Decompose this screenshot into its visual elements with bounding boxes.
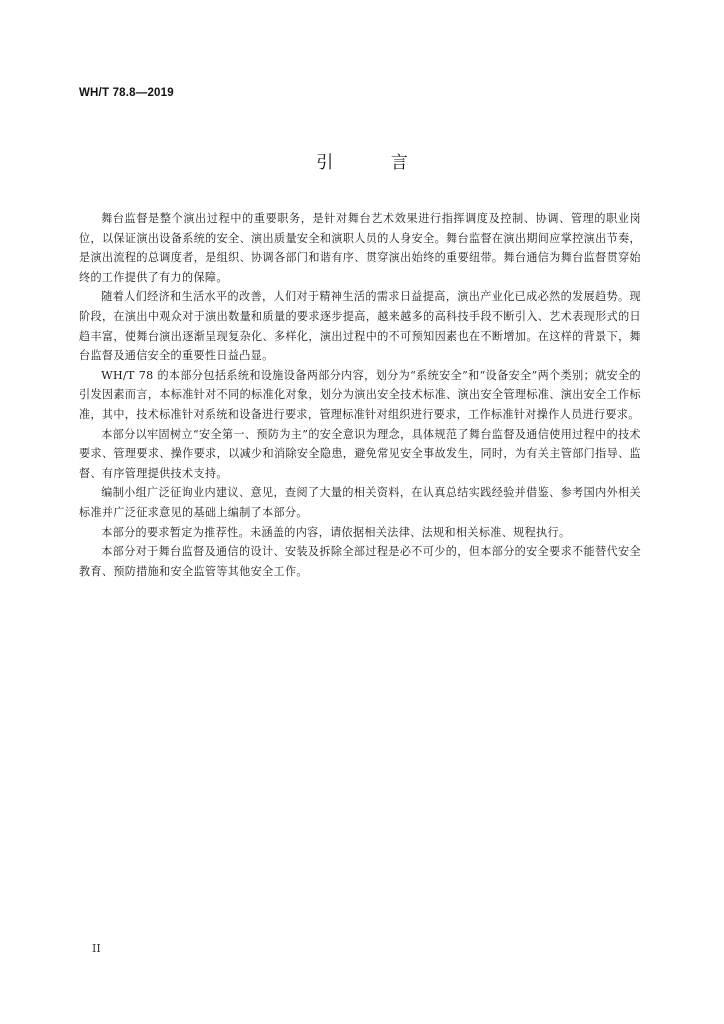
standard-code: WH/T 78.8—2019 [79,87,174,99]
paragraph: 本部分对于舞台监督及通信的设计、安装及拆除全部过程是必不可少的，但本部分的安全要求不能替代安全教育、预防措施和安全监管等其他安全工作。 [79,545,641,578]
paragraph: 编制小组广泛征询业内建议、意见，查阅了大量的相关资料，在认真总结实践经验并借鉴、参考国内外相关标准并广泛征求意见的基础上编制了本部分。 [79,486,641,519]
paragraph: 随着人们经济和生活水平的改善，人们对于精神生活的需求日益提高，演出产业化已成必然的发展趋势。现阶段，在演出中观众对于演出数量和质量的要求逐步提高，越来越多的高科技手段不断引入、艺术表现形式的日趋丰富，使舞台演出逐渐呈现复杂化、多样化，演出过程中的不可预知因素也在不断增加。在这样的背景下，舞台监督及通信安全的重要性日益凸显。 [79,290,641,363]
paragraph: 本部分以牢固树立“安全第一、预防为主”的安全意识为理念，具体规范了舞台监督及通信使用过程中的技术要求、管理要求、操作要求，以减少和消除安全隐患，避免常见安全事故发生，同时，为有关主管部门指导、监督、有序管理提供技术支持。 [79,427,641,480]
body-text [79,209,641,581]
paragraph: 本部分的要求暂定为推荐性。未涵盖的内容，请依据相关法律、法规和相关标准、规程执行。 [101,525,571,539]
page-title: 引 言 [316,153,434,173]
page-number: II [92,942,101,955]
paragraph: WH/T 78 的本部分包括系统和设施设备两部分内容，划分为“系统安全”和“设备安全”两个类别；就安全的引发因素而言，本标准针对不同的标准化对象，划分为演出安全技术标准、演出安全管理标准、演出安全工作标准，其中，技术标准针对系统和设备进行要求，管理标准针对组织进行要求，工作标准针对操作人员进行要求。 [79,368,641,421]
paragraph: 舞台监督是整个演出过程中的重要职务，是针对舞台艺术效果进行指挥调度及控制、协调、管理的职业岗位，以保证演出设备系统的安全、演出质量安全和演职人员的人身安全。舞台监督在演出期间应掌控演出节奏，是演出流程的总调度者，是组织、协调各部门和谐有序、贯穿演出始终的重要纽带。舞台通信为舞台监督贯穿始终的工作提供了有力的保障。 [79,212,641,284]
